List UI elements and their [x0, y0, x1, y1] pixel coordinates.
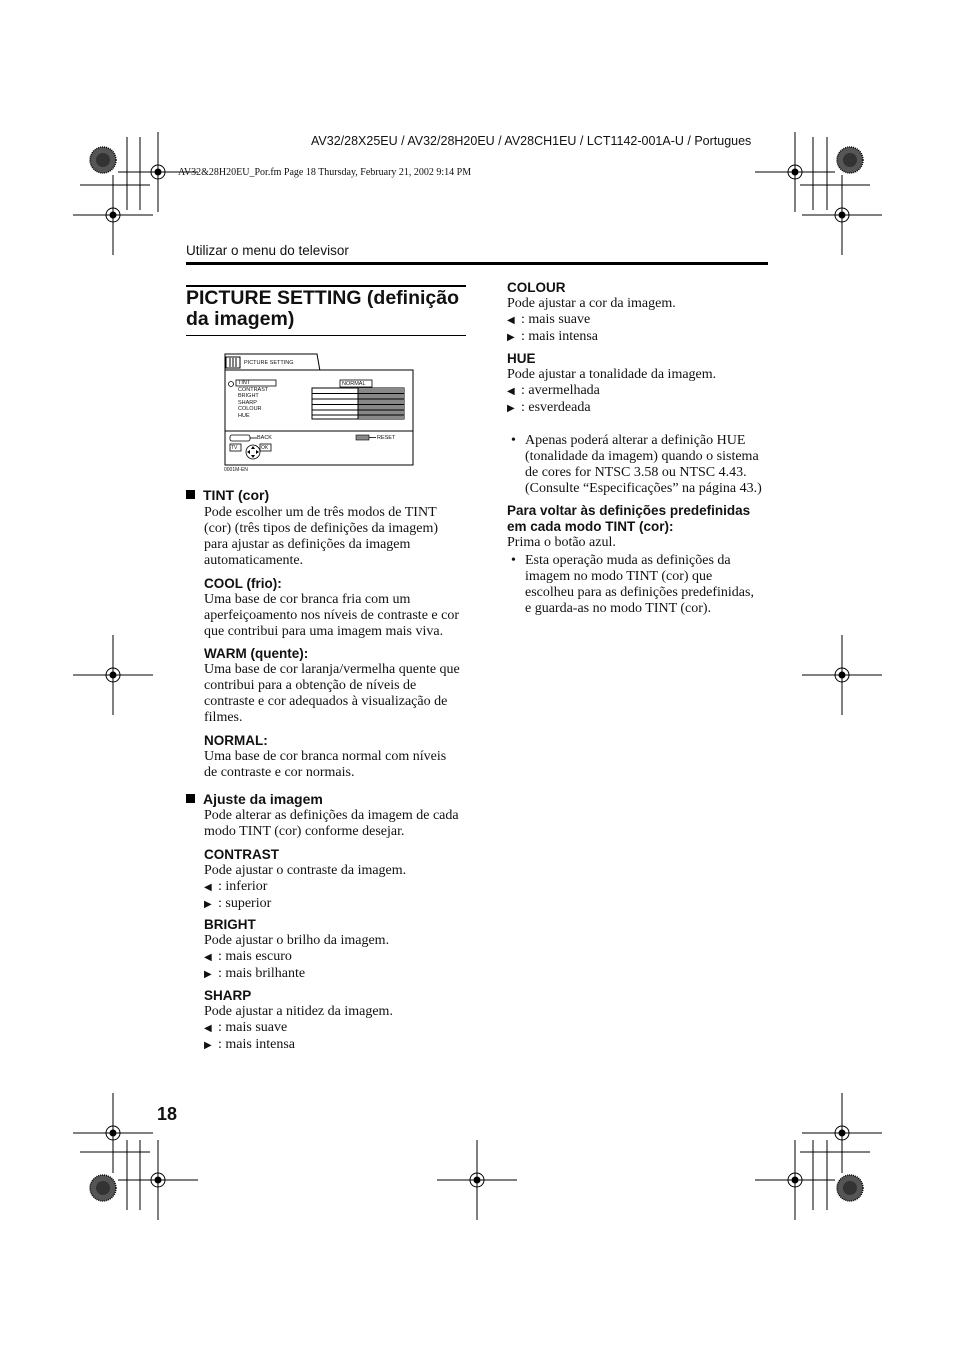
bright-text: Pode ajustar o brilho da imagem. ◀ : mais escuro ▶ : mais brilhante — [204, 933, 390, 981]
ajuste-heading: Ajuste da imagem — [186, 791, 323, 807]
contrast-heading: CONTRAST — [204, 847, 279, 862]
left-arrow-icon: ◀ — [507, 386, 515, 397]
right-arrow-icon: ▶ — [204, 1040, 212, 1051]
colour-heading: COLOUR — [507, 280, 566, 295]
right-arrow-icon: ▶ — [204, 969, 212, 980]
reset-heading: Para voltar às definições predefinidas em cada modo TINT (cor): — [507, 503, 751, 534]
header-rule — [186, 262, 768, 265]
menu-items — [238, 380, 268, 419]
tint-heading: TINT (cor) — [186, 487, 269, 503]
menu-item-hue: HUE — [238, 412, 250, 419]
bright-heading: BRIGHT — [204, 917, 256, 932]
model-header: AV32/28X25EU / AV32/28H20EU / AV28CH1EU / LCT1142-001A-U / Portugues — [311, 134, 752, 148]
bullet-icon: • — [511, 433, 516, 448]
warm-text: Uma base de cor laranja/vermelha quente que contribui para a obtenção de níveis de contraste e cor adequados à visualização de filmes. — [204, 662, 460, 725]
ajuste-text: Pode alterar as definições da imagem de cada modo TINT (cor) conforme desejar. — [204, 808, 459, 839]
cool-text: Uma base de cor branca fria com um aperfeiçoamento nos níveis de contraste e cor que contribui para uma imagem mais viva. — [204, 592, 460, 639]
picture-setting-menu-diagram — [224, 353, 414, 473]
page-title: PICTURE SETTING (definição da imagem) — [186, 287, 460, 330]
page-number: 18 — [157, 1104, 178, 1124]
normal-heading: NORMAL: — [204, 733, 268, 748]
menu-item-contrast: CONTRAST — [238, 386, 269, 393]
menu-item-tint: TINT — [238, 380, 251, 386]
left-arrow-icon: ◀ — [204, 1023, 212, 1034]
section-title: Utilizar o menu do televisor — [186, 243, 349, 258]
note-reset: • Esta operação muda as definições da imagem no modo TINT (cor) que escolheu para as definições predefinidas, e guarda-as no modo TINT (cor). — [511, 553, 754, 616]
back-label: BACK — [257, 435, 272, 441]
colour-text: Pode ajustar a cor da imagem. ◀ : mais suave ▶ : mais intensa — [507, 296, 676, 344]
square-bullet-icon — [186, 794, 195, 803]
tint-value: NORMAL — [342, 381, 366, 387]
cool-heading: COOL (frio): — [204, 576, 282, 591]
square-bullet-icon — [186, 490, 195, 499]
diagram-code: 0001M-EN — [224, 467, 248, 473]
right-arrow-icon: ▶ — [204, 899, 212, 910]
title-rule-bottom — [186, 335, 466, 336]
note-hue-ntsc: • Apenas poderá alterar a definição HUE (tonalidade da imagem) quando o sistema de cores for NTSC 3.58 ou NTSC 4.43. (Consulte “Especificações” na página 43.) — [511, 433, 762, 496]
tint-text: Pode escolher um de três modos de TINT (cor) (três tipos de definições da imagem) para ajustar as definições da imagem automaticamente. — [204, 505, 439, 568]
warm-heading: WARM (quente): — [204, 646, 309, 661]
reset-text: Prima o botão azul. — [507, 535, 616, 550]
normal-text: Uma base de cor branca normal com níveis de contraste e cor normais. — [204, 749, 447, 780]
menu-item-colour: COLOUR — [238, 406, 262, 412]
left-arrow-icon: ◀ — [507, 315, 515, 326]
bullet-icon: • — [511, 553, 516, 568]
right-arrow-icon: ▶ — [507, 332, 515, 343]
hue-heading: HUE — [507, 351, 536, 366]
sharp-heading: SHARP — [204, 988, 252, 1003]
contrast-text: Pode ajustar o contraste da imagem. ◀ : inferior ▶ : superior — [204, 863, 407, 911]
left-arrow-icon: ◀ — [204, 952, 212, 963]
hue-text: Pode ajustar a tonalidade da imagem. ◀ : avermelhada ▶ : esverdeada — [507, 367, 717, 415]
menu-item-bright: BRIGHT — [238, 393, 259, 399]
tv-label: TV — [231, 445, 238, 451]
menu-title: PICTURE SETTING — [244, 360, 294, 366]
ok-label: OK — [261, 445, 269, 451]
sharp-text: Pode ajustar a nitidez da imagem. ◀ : mais suave ▶ : mais intensa — [204, 1004, 393, 1052]
file-info: AV32&28H20EU_Por.fm Page 18 Thursday, February 21, 2002 9:14 PM — [178, 167, 472, 178]
right-arrow-icon: ▶ — [507, 403, 515, 414]
menu-item-sharp: SHARP — [238, 399, 257, 406]
reset-label: RESET — [377, 435, 396, 441]
left-arrow-icon: ◀ — [204, 882, 212, 893]
